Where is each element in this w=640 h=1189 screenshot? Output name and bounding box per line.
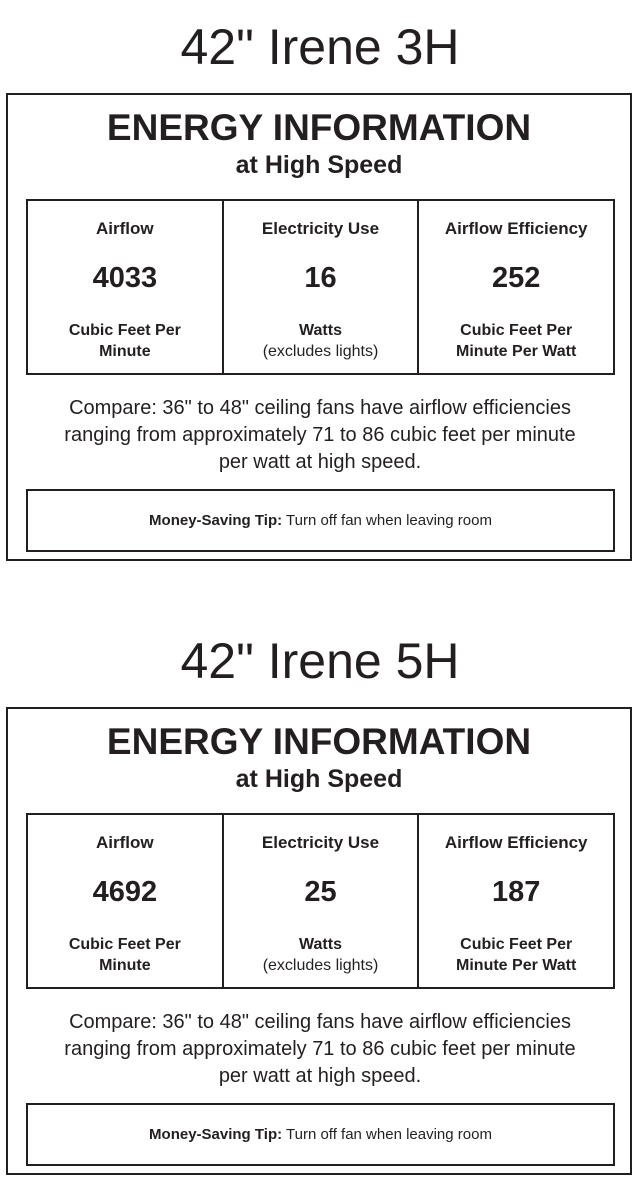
metric-label: Airflow [96, 833, 154, 852]
metric-value: 187 [491, 876, 541, 908]
metric-unit: Watts [299, 322, 342, 339]
money-saving-tip [26, 1103, 615, 1166]
metric-note: (excludes lights) [262, 957, 379, 974]
tip-label: Money-Saving Tip: [149, 511, 283, 529]
energy-subheading: at High Speed [235, 765, 403, 793]
compare-text [28, 395, 612, 476]
metric-value: 4033 [92, 262, 158, 294]
energy-subheading: at High Speed [235, 151, 403, 179]
compare-line: per watt at high speed. [218, 1065, 422, 1087]
energy-info-panel [6, 93, 632, 561]
metric-unit: Cubic Feet Per [68, 936, 181, 953]
metric-label: Electricity Use [261, 833, 380, 852]
metric-airflow-efficiency [417, 201, 613, 373]
metric-unit: Watts [299, 936, 342, 953]
metric-electricity-use [222, 815, 418, 987]
compare-line: ranging from approximately 71 to 86 cubic feet per minute [64, 1038, 576, 1060]
metric-value: 16 [304, 262, 337, 294]
metric-airflow [28, 815, 222, 987]
metric-unit-line2: Minute Per Watt [456, 957, 577, 974]
metric-unit: Cubic Feet Per [460, 936, 573, 953]
metric-label: Airflow [96, 219, 154, 238]
metric-unit-line2: Minute [99, 957, 151, 974]
compare-text [28, 1009, 612, 1090]
tip-label: Money-Saving Tip: [149, 1125, 283, 1143]
metric-electricity-use [222, 201, 418, 373]
metrics-table [26, 813, 615, 989]
metric-unit-line2: Minute [99, 343, 151, 360]
model-title: 42" Irene 3H [180, 19, 460, 75]
metric-airflow-efficiency [417, 815, 613, 987]
metric-airflow [28, 201, 222, 373]
model-title: 42" Irene 5H [180, 633, 460, 689]
money-saving-tip [26, 489, 615, 552]
compare-line: Compare: 36" to 48" ceiling fans have airflow efficiencies [69, 397, 571, 419]
metric-unit: Cubic Feet Per [460, 322, 573, 339]
metric-unit-line2: Minute Per Watt [456, 343, 577, 360]
metric-value: 252 [491, 262, 541, 294]
metrics-table [26, 199, 615, 375]
metric-unit: Cubic Feet Per [68, 322, 181, 339]
energy-heading: ENERGY INFORMATION [106, 107, 532, 148]
metric-label: Airflow Efficiency [444, 833, 588, 852]
metric-label: Electricity Use [261, 219, 380, 238]
energy-heading: ENERGY INFORMATION [106, 721, 532, 762]
metric-value: 4692 [92, 876, 158, 908]
compare-line: ranging from approximately 71 to 86 cubic feet per minute [64, 424, 576, 446]
compare-line: per watt at high speed. [218, 451, 422, 473]
tip-text: Turn off fan when leaving room [282, 1125, 492, 1143]
metric-note: (excludes lights) [262, 343, 379, 360]
metric-value: 25 [304, 876, 337, 908]
compare-line: Compare: 36" to 48" ceiling fans have airflow efficiencies [69, 1011, 571, 1033]
metric-label: Airflow Efficiency [444, 219, 588, 238]
energy-info-panel [6, 707, 632, 1175]
tip-text: Turn off fan when leaving room [282, 511, 492, 529]
energy-label-3h [0, 0, 640, 575]
energy-label-5h [0, 614, 640, 1189]
